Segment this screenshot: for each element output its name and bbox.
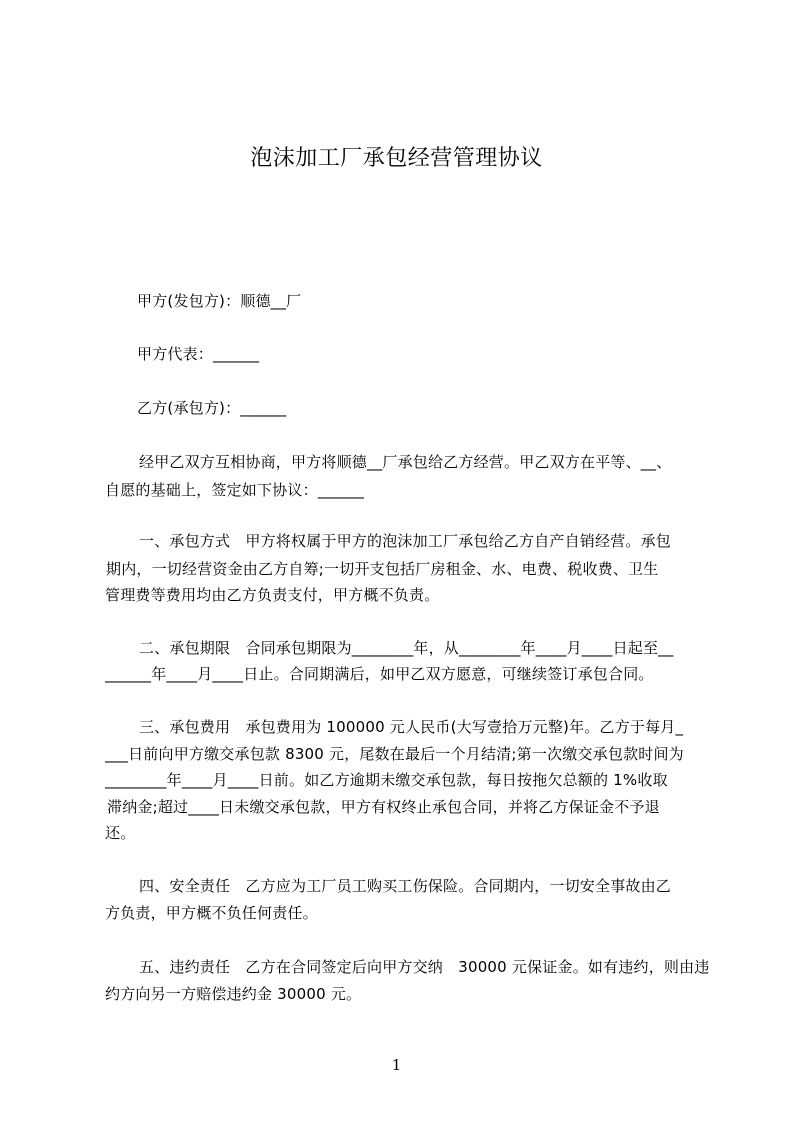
intro-line-1: 经甲乙双方互相协商，甲方将顺德__厂承包给乙方经营。甲乙双方在平等、__、 xyxy=(139,453,672,471)
clause-3-line-3: ________年____月____日前。如乙方逾期未缴交承包款，每日按拖欠总额的 1%收取 xyxy=(105,771,668,789)
document-title: 泡沫加工厂承包经营管理协议 xyxy=(250,146,543,171)
party-a-line: 甲方(发包方)：顺德__厂 xyxy=(137,292,302,310)
clause-4-line-1: 四、安全责任 乙方应为工厂员工购买工伤保险。合同期内，一切安全事故由乙 xyxy=(139,877,672,895)
clause-5-line-2: 约方向另一方赔偿违约金 30000 元。 xyxy=(105,985,362,1003)
clause-4-line-2: 方负责，甲方概不负任何责任。 xyxy=(105,904,318,922)
clause-3-line-4: 滞纳金;超过____日未缴交承包款，甲方有权终止承包合同，并将乙方保证金不予退 xyxy=(107,798,660,816)
party-b-line: 乙方(承包方)：______ xyxy=(137,399,287,417)
page-number: 1 xyxy=(391,1056,402,1074)
clause-1-line-2: 期内，一切经营资金由乙方自筹;一切开支包括厂房租金、水、电费、税收费、卫生 xyxy=(106,560,659,578)
clause-2-line-1: 二、承包期限 合同承包期限为________年，从________年____月____日起至__ xyxy=(139,639,674,657)
clause-1-line-1: 一、承包方式 甲方将权属于甲方的泡沫加工厂承包给乙方自产自销经营。承包 xyxy=(139,532,672,550)
clause-3-line-2: ___日前向甲方缴交承包款 8300 元，尾数在最后一个月结清;第一次缴交承包款时间为 xyxy=(105,745,684,763)
clause-1-line-3: 管理费等费用均由乙方负责支付，甲方概不负责。 xyxy=(105,586,440,604)
party-a-representative-line: 甲方代表：______ xyxy=(137,345,260,363)
clause-5-line-1: 五、违约责任 乙方在合同签定后向甲方交纳 30000 元保证金。如有违约，则由违 xyxy=(139,958,710,976)
clause-2-line-2: ______年____月____日止。合同期满后，如甲乙双方愿意，可继续签订承包合同。 xyxy=(105,665,654,683)
clause-3-line-1: 三、承包费用 承包费用为 100000 元人民币(大写壹拾万元整)年。乙方于每月_ xyxy=(139,718,684,736)
intro-line-2: 自愿的基础上，签定如下协议：______ xyxy=(105,481,365,499)
clause-3-line-5: 还。 xyxy=(105,824,136,842)
